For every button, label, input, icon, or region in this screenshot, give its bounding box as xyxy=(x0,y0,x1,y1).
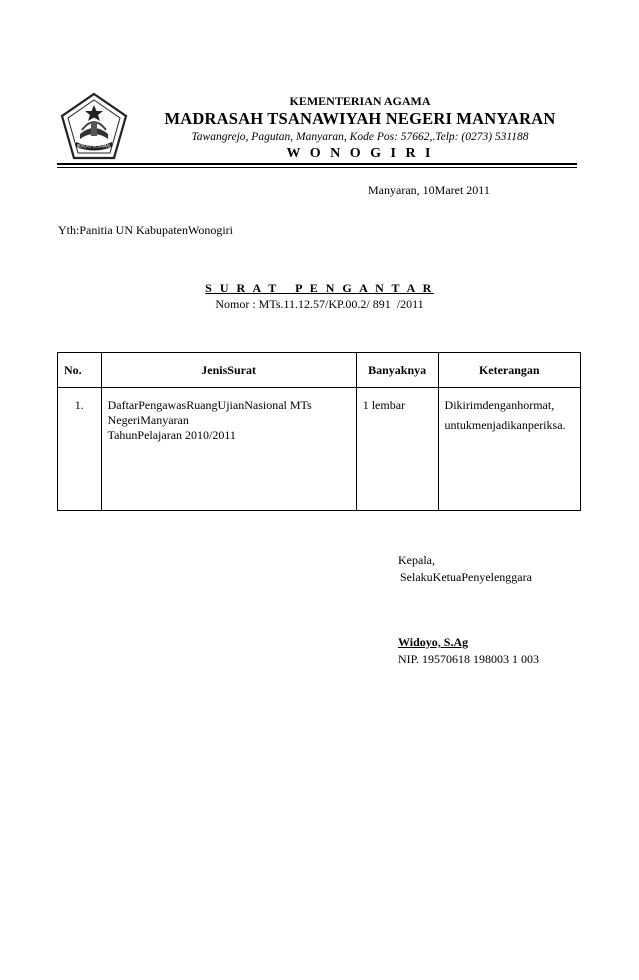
school-city: W O N O G I R I xyxy=(286,146,434,161)
jenis-line: DaftarPengawasRuangUjianNasional MTs xyxy=(107,398,312,412)
keterangan-line: Dikirimdenganhormat, xyxy=(444,398,555,412)
signer-nip: NIP. 19570618 198003 1 003 xyxy=(398,652,540,666)
header-no: No. xyxy=(58,353,102,388)
table-row xyxy=(58,388,581,511)
keterangan-line: untukmenjadikanperiksa. xyxy=(444,418,566,432)
header-rule-thin xyxy=(57,167,577,168)
letter-number: Nomor : MTs.11.12.57/KP.00.2/ 891 /2011 xyxy=(215,297,424,311)
letter-items-table xyxy=(57,352,581,511)
cell-no: 1. xyxy=(58,388,102,511)
signer-committee-role: SelakuKetuaPenyelenggara xyxy=(400,570,532,584)
jenis-line: NegeriManyaran xyxy=(107,413,189,427)
addressee: Yth:Panitia UN KabupatenWonogiri xyxy=(58,223,234,237)
letter-title: S U R A T P E N G A N T A R xyxy=(205,281,434,295)
jenis-line: TahunPelajaran 2010/2011 xyxy=(107,428,236,442)
ministry-emblem-icon xyxy=(58,92,130,162)
ministry-name: KEMENTERIAN AGAMA xyxy=(289,94,431,108)
cell-banyaknya: 1 lembar xyxy=(356,388,438,511)
table-header-row xyxy=(58,353,581,388)
signer-role: Kepala, xyxy=(398,553,435,567)
school-name: MADRASAH TSANAWIYAH NEGERI MANYARAN xyxy=(164,109,556,128)
cell-jenis-surat xyxy=(101,388,356,511)
cell-keterangan xyxy=(438,388,580,511)
signer-name: Widoyo, S.Ag xyxy=(398,635,469,649)
header-rule-thick xyxy=(57,163,577,165)
svg-text:IKHLAS BERAMAL: IKHLAS BERAMAL xyxy=(76,143,112,149)
place-date: Manyaran, 10Maret 2011 xyxy=(368,183,490,197)
school-address: Tawangrejo, Pagutan, Manyaran, Kode Pos: 57662,.Telp: (0273) 531188 xyxy=(191,131,529,143)
header-banyaknya: Banyaknya xyxy=(356,353,438,388)
header-jenis-surat: JenisSurat xyxy=(101,353,356,388)
header-keterangan: Keterangan xyxy=(438,353,580,388)
